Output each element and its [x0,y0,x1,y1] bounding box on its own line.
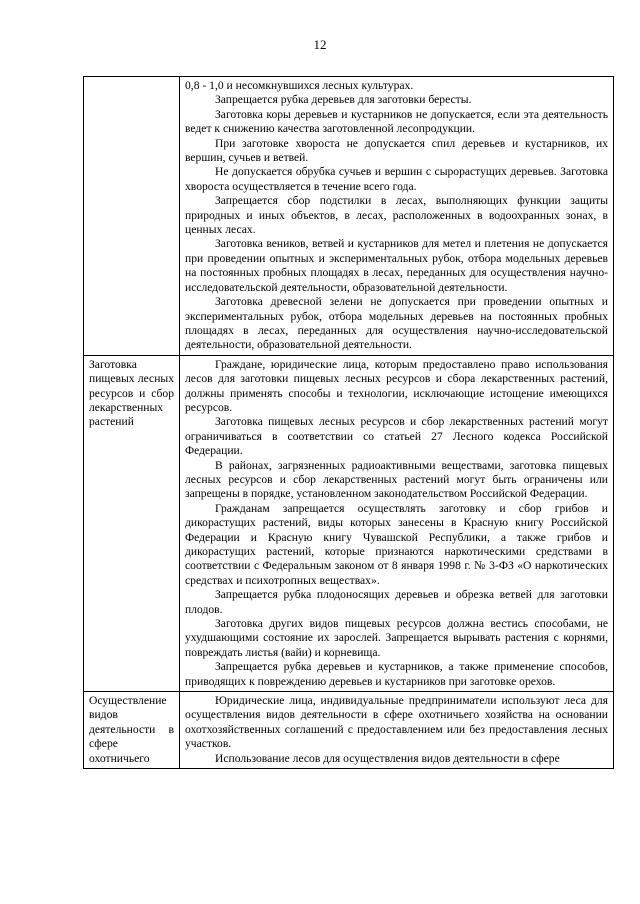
table-row [84,355,614,691]
row-label: Осуществление видов деятельности в сфере охотничьего [89,694,174,765]
paragraph: Гражданам запрещается осуществлять заготовку и сбор грибов и дикорастущих растений, виды которых занесены в Красную книгу Российской Федерации и Красную книгу Чувашской Республики, а также грибов и дикорастущих растений, которые признаются наркотическими средствами в соответствии с Федеральным законом от 8 января 1998 г. № 3-ФЗ «О наркотических средствах и психотропных веществах». [185,501,608,587]
paragraph: Заготовка пищевых лесных ресурсов и сбор лекарственных растений могут ограничиваться в соответствии со статьей 27 Лесного кодекса Российской Федерации. [185,415,608,458]
paragraph: Запрещается сбор подстилки в лесах, выполняющих функции защиты природных и иных объектов, в лесах, расположенных в водоохранных зонах, в ценных лесах. [185,194,608,237]
row-label-cell [84,355,180,691]
table-row [84,692,614,769]
row-content-cell [180,355,614,691]
paragraph: При заготовке хвороста не допускается спил деревьев и кустарников, их вершин, сучьев и ветвей. [185,136,608,165]
row-label: Заготовка пищевых лесных ресурсов и сбор лекарственных растений [89,357,174,429]
paragraph: Заготовка веников, ветвей и кустарников для метел и плетения не допускается при проведении опытных и экспериментальных рубок, отбора модельных деревьев на постоянных пробных площадях в лесах, переданных для осуществления научно-исследовательской деятельности, образовательной деятельности. [185,237,608,294]
paragraph: Использование лесов для осуществления видов деятельности в сфере [215,751,560,765]
paragraph: Заготовка других видов пищевых ресурсов должна вестись способами, не ухудшающими состояние их зарослей. Запрещается вырывать растения с корнями, повреждать листья (вайи) и корневища. [185,617,608,659]
row-label-cell [84,692,180,769]
paragraph: Граждане, юридические лица, которым предоставлено право использования лесов для заготовки пищевых лесных ресурсов и сбора лекарственных растений, должны применять способы и технологии, исключающие истощение имеющихся ресурсов. [185,357,608,414]
paragraph: Запрещается рубка деревьев и кустарников, а также применение способов, приводящих к повреждению деревьев и кустарников при заготовке орехов. [185,660,608,688]
paragraph: В районах, загрязненных радиоактивными веществами, заготовка пищевых лесных ресурсов и сбор лекарственных растений могут быть ограничены или запрещены в порядке, установленном законодательством Российской Федерации. [185,458,608,501]
paragraph: Заготовка коры деревьев и кустарников не допускается, если эта деятельность ведет к снижению качества заготовленной лесопродукции. [185,107,608,136]
paragraph: Заготовка древесной зелени не допускается при проведении опытных и экспериментальных рубок, отбора модельных деревьев на постоянных пробных площадях в лесах, переданных для осуществления научно-исследовательской деятельности, образовательной деятельности. [185,295,608,352]
paragraph: Не допускается обрубка сучьев и вершин с сырорастущих деревьев. Заготовка хвороста осуществляется в течение всего года. [185,165,608,193]
page-number: 12 [313,37,327,52]
row-label-cell [84,77,180,356]
table-row [84,77,614,356]
paragraph: Запрещается рубка плодоносящих деревьев и обрезка ветвей для заготовки плодов. [185,588,608,616]
table-body [84,77,614,769]
row-content-cell [180,692,614,769]
row-content-cell [180,77,614,356]
paragraph: 0,8 - 1,0 и несомкнувшихся лесных культурах. [185,79,414,92]
paragraph: Юридические лица, индивидуальные предприниматели используют леса для осуществления видов деятельности в сфере охотничьего хозяйства на основании охотхозяйственных соглашений с предоставлением или без предоставления лесных участков. [185,694,608,751]
paragraph: Запрещается рубка деревьев для заготовки бересты. [215,93,472,107]
forest-use-table [83,76,614,769]
